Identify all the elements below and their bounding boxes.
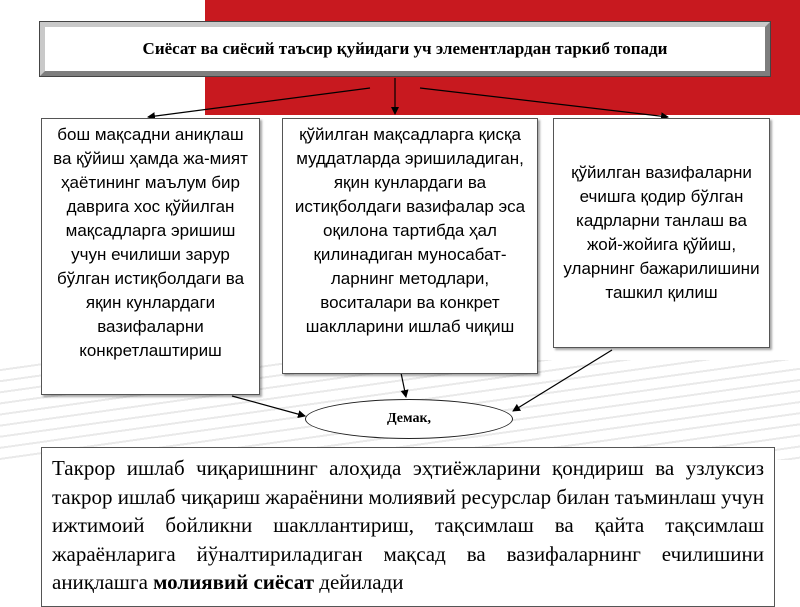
definition-text-after: дейилади — [314, 570, 404, 594]
definition-text — [52, 454, 764, 597]
diagram-title: Сиёсат ва сиёсий таъсир қуйидаги уч элементлардан таркиб топади — [142, 39, 668, 58]
definition-box — [41, 447, 775, 607]
element-box-3 — [553, 118, 770, 348]
element-text-3: қўйилган вазифаларни ечишга қодир бўлган кадрларни танлаш ва жой-жойига қўйиш, уларнинг бажарилишини ташкил қилиш — [563, 163, 760, 302]
arrow-box1-to-ellipse — [232, 396, 305, 416]
conclusion-ellipse — [305, 399, 513, 439]
element-box-1 — [41, 118, 260, 395]
arrow-title-to-box1 — [148, 88, 370, 117]
element-text-1: бош мақсадни аниқлаш ва қўйиш ҳамда жа-мият ҳаётининг маълум бир даврига хос қўйилган мақсадларга эришиш учун ечилиши зарур бўлган истиқболдаги ва яқин кунлардаги вазифаларни конкретлаштириш — [53, 125, 248, 360]
definition-text-before: Такрор ишлаб чиқаришнинг алоҳида эҳтиёжларини қондириш ва узлуксиз такрор ишлаб чиқариш жараёнини молиявий ресурслар билан таъминлаш учун ижтимоий бойликни шакллантириш, тақсимлаш ва қайта тақсимлаш жараёнларига йўналтириладиган мақсад ва вазифаларнинг ечилишини аниқлашга — [52, 456, 764, 594]
title-box — [40, 22, 770, 76]
ellipse-label: Демак, — [386, 411, 432, 426]
element-text-2: қўйилган мақсадларга қисқа муддатларда эришиладиган, яқин кунлардаги ва истиқболдаги вазифалар эса оқилона тартибда ҳал қилинадиган муносабат-ларнинг методлари, воситалари ва конкрет шаклларини ишлаб чиқиш — [294, 125, 526, 336]
arrow-title-to-box3 — [420, 88, 668, 117]
definition-bold-term: молиявий сиёсат — [153, 570, 315, 594]
element-box-2 — [282, 118, 538, 374]
